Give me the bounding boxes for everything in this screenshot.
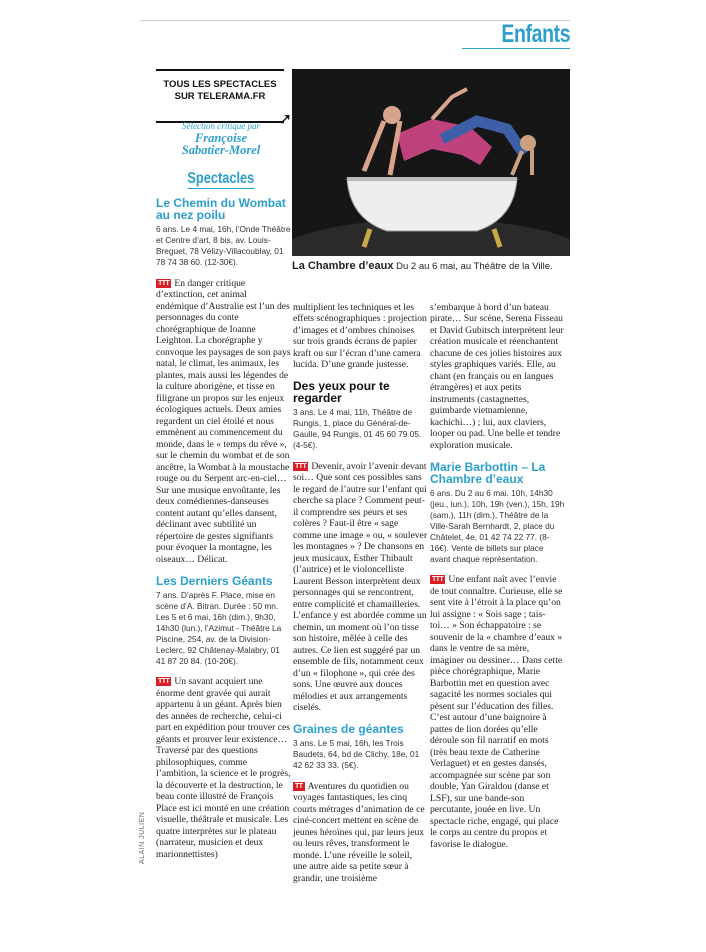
critic-name-1: Françoise [194,131,248,145]
article-info: 7 ans. D’après F. Place, mise en scène d’A. Bitran. Durée : 50 mn. Les 5 et 6 mai, 16h (dim.), 9h30, 14h30 (lun.), l’Azimut - Théâtre La Piscine, 254, av. de la Division-Leclerc, 92 Châtenay-Malabry, 01 41 87 20 84. (10-20€). [156,589,282,666]
critic-name-2: Sabatier-Morel [181,143,261,157]
column-2 [293,292,428,894]
article-body-continued: s’embarque à bord d’un bateau pirate… Sur scène, Serena Fisseau et David Gubitsch interprètent leur création musicale et réenchantent chacune de ces jolies histoires aux styles graphiques variés. Elle, au chant (en français ou en langues étrangères) et aux petits instruments (castagnettes, guimbarde vietnamienne, kachichi…) ; lui, aux claviers, looper ou pad. Une belle et tendre exploration musicale. [430,301,564,451]
article-title: Le Chemin du Wombat au nez poilu [156,196,286,222]
article-body-text: En danger critique d’extinction, cet animal endémique d’Australie est l’un des personnages du conte chorégraphique de Ioanne Leighton. La chorégraphe y convoque les paysages de son pays natal, le climat, les animaux, les plantes, mais aussi les légendes de la culture aborigène, et tisse en filigrane un propos sur les enjeux écologiques actuels. Deux amies regardent un ciel étoilé et nous emmènent au commencement du monde, dans le « temps du rêve », sur le chemin du wombat et de son ancêtre, la Wombat à la moustache rouge ou du Serpent arc-en-ciel… Sur une musique envoûtante, les deux comédiennes-danseuses content autant qu’elles dansent, déclinant avec subtilité un répertoire de gestes signifiants pour évoquer la montagne, les oiseaux… Délicat. [156,277,291,565]
article-body-text: Une enfant naît avec l’envie de tout connaître. Curieuse, elle se sent vite à l’étroit à la place qu’on lui assigne : « Sois sage ; tais-toi… » Son échappatoire : se souvenir de la « chambre d’eaux » dans le ventre de sa mère, imaginer ou dessiner… Dans cette pièce chorégraphique, Marie Barbottin met en question avec sagacité les normes sociales qui pèsent sur l’éducation des filles. C’est autour d’une baignoire à pattes de lion dorées qu’elle déroule son fil narratif en mots (très beau texte de Catherine Verlaguet) et en gestes dansés, accompagnée sur scène par son double, Yan Giraldou (danse et LSF), sur une bande-son percutante, jouée en live. Un spectacle riche, engagé, qui place le corps au centre du propos et favorise le dialogue. [430,574,563,850]
section-title: Enfants [501,20,570,48]
column-3 [430,292,565,860]
photo-credit: ALAIN JULIEN [139,811,146,864]
article-body-text: Un savant acquiert une énorme dent gravée qui aurait appartenu à un géant. Après bien des années de recherche, celui-ci part en expédition pour trouver ces géants et prouver leur existence… Traversé par des questions philosophiques, comme l’ambition, la science et le progrès, la découverte et la destruction, le beau conte illustré de François Place est ici monté en une création visuelle, théâtrale et musicale. Les quatre interprètes sur le plateau (narrateur, musicien et deux marionnettistes) [156,676,291,860]
promo-line-1: TOUS LES SPECTACLES [163,79,277,90]
article-body [156,278,291,566]
article-info: 3 ans. Le 5 mai, 16h, les Trois Baudets, 64, bd de Clichy, 18e, 01 42 62 33 33. (5€). [293,738,420,771]
article-info: 6 ans. Du 2 au 6 mai. 10h, 14h30 (jeu., lun.), 10h, 19h (ven.), 15h, 19h (sam.), 11h (dim.), Théâtre de la Ville-Sarah Bernhardt, 2, place du Châtelet, 4e, 01 42 74 22 77. (8-16€). Vente de billets sur place avant chaque représentation. [430,487,565,564]
promo-line-2: SUR TELERAMA.FR [174,91,266,102]
selection-label: Sélection critique par [182,121,260,131]
article-title: Graines de géantes [293,722,404,737]
cursor-arrow-icon: ➚ [278,111,292,128]
critic-credit [156,121,286,156]
article-info: 6 ans. Le 4 mai, 16h, l’Onde Théâtre et Centre d’art, 8 bis, av. Louis-Breguet, 78 Vélizy-Villacoublay, 01 78 74 38 60. (12-30€). [156,224,291,267]
article-body-text: Devenir, avoir l’avenir devant soi… Que sont ces possibles sans le regard de l’autre sur l’enfant qui cherche sa place ? Comment peut-il comprendre ses peurs et ses colères ? Faut-il être « sage comme une image » ou, « soulever les montagnes » ? De chansons en jeux musicaux, Esther Thibault (l’autrice) et le violoncelliste Laurent Besson interprètent deux personnages qui se rencontrent, entre complicité et chamailleries. L’enfance y est abordée comme un chemin, un moment où l’on tisse son histoire, mêlée à celle des autres. Ce lien est suggéré par un ensemble de fils, notamment ceux d’un « filophone », qui crée des sons. Une œuvre aux douces mélodies et aux arrangements ciselés. [293,460,428,714]
article-body [156,676,291,860]
caption-text: Du 2 au 6 mai, au Théâtre de la Ville. [396,261,553,272]
article-title: Les Derniers Géants [156,573,273,588]
rating-badge: TT [295,782,303,790]
article-info: 3 ans. Le 4 mai, 11h, Théâtre de Rungis, 1, place du Général-de-Gaulle, 94 Rungis, 01 45 60 79 05. (4-5€). [293,407,422,451]
stage-photo [292,69,570,256]
spectacles-heading [156,170,286,189]
rating-badge: TTT [158,279,170,287]
photo-caption [292,260,570,273]
photo-illustration [292,69,570,256]
article-title: Des yeux pour te regarder [293,379,390,406]
article-body-text: Aventures du quotidien ou voyages fantastiques, les cinq courts métrages d’animation de ce ciné-concert mettent en scène de jeunes héroïnes qui, par leurs jeux ou leurs rêves, transforment le monde. L’une réveille le soleil, une autre aide sa petite sœur à grandir, une troisième [293,780,425,884]
column-1 [156,195,291,870]
heading-text: Spectacles [187,170,255,187]
rating-badge: TTT [432,576,444,584]
rating-badge: TTT [158,678,170,686]
magazine-page [140,0,570,952]
article-body [430,574,565,850]
article-title: Marie Barbottin – La Chambre d’eaux [430,459,546,486]
article-body-continued: multiplient les techniques et les effets scénographiques : projection d’images et d’ombres chinoises sur trois grands écrans de papier kraft ou sur l’écran d’une camera lucida. D’une grande justesse. [293,301,427,371]
section-rule [462,48,570,49]
article-body [293,781,428,885]
rating-badge: TTT [295,462,307,470]
article-body [293,461,428,714]
caption-title: La Chambre d’eaux [292,260,394,272]
